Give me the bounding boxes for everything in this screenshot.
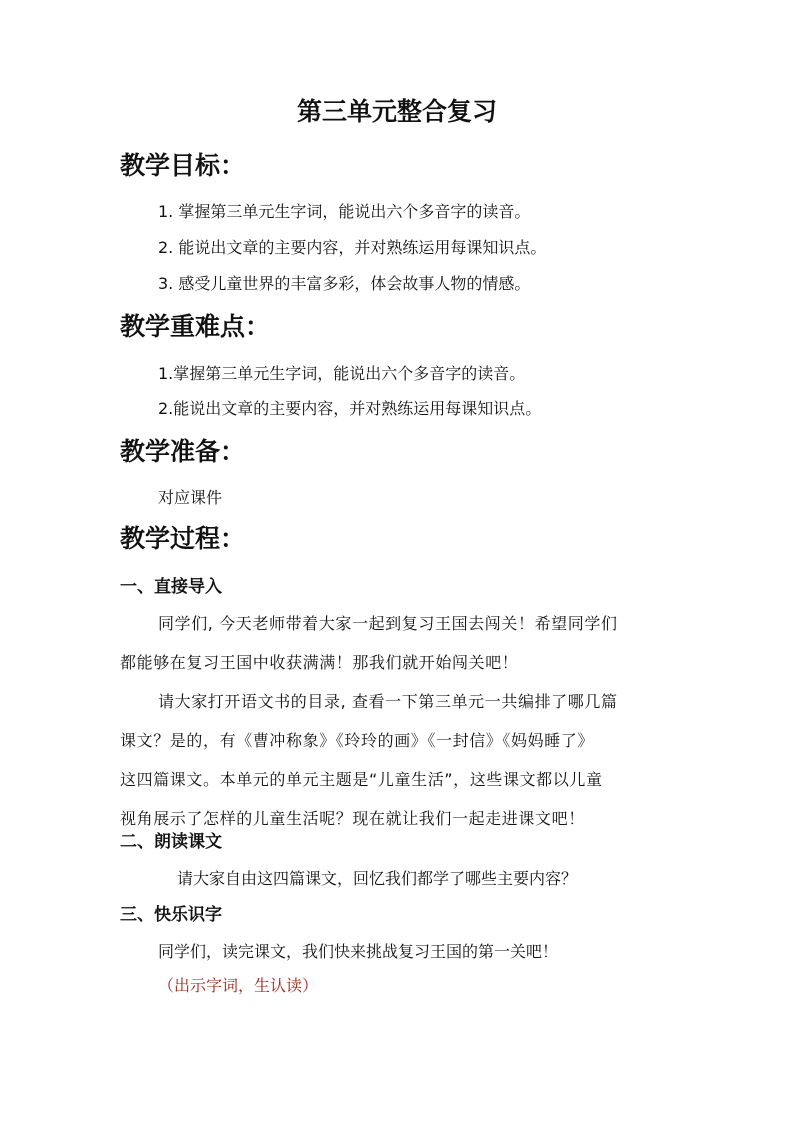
key-points-heading: 教学重难点： bbox=[120, 312, 271, 341]
paragraph-line: 这四篇课文。本单元的单元主题是“儿童生活”，这些课文都以儿童 bbox=[120, 770, 603, 789]
paragraph-line: 同学们，读完课文，我们快来挑战复习王国的第一关吧！ bbox=[158, 942, 559, 961]
document-title: 第三单元整合复习 bbox=[296, 97, 497, 126]
preparation-text: 对应课件 bbox=[158, 488, 223, 507]
teacher-note: （出示字词，生认读） bbox=[158, 976, 319, 995]
objectives-heading: 教学目标： bbox=[120, 151, 246, 180]
paragraph-line: 请大家打开语文书的目录, 查看一下第三单元一共编排了哪几篇 bbox=[158, 692, 618, 711]
section-heading-reading: 二、朗读课文 bbox=[120, 832, 222, 852]
paragraph-line: 同学们, 今天老师带着大家一起到复习王国去闯关！希望同学们 bbox=[158, 614, 618, 633]
key-point-item: 1.掌握第三单元生字词，能说出六个多音字的读音。 bbox=[158, 364, 526, 383]
process-heading: 教学过程： bbox=[120, 524, 246, 553]
key-point-item: 2.能说出文章的主要内容，并对熟练运用每课知识点。 bbox=[158, 399, 542, 418]
paragraph-line: 都能够在复习王国中收获满满！那我们就开始闯关吧！ bbox=[120, 653, 519, 672]
objective-item: 2. 能说出文章的主要内容，并对熟练运用每课知识点。 bbox=[158, 238, 547, 257]
objective-item: 3. 感受儿童世界的丰富多彩，体会故事人物的情感。 bbox=[158, 274, 531, 293]
objective-item: 1. 掌握第三单元生字词，能说出六个多音字的读音。 bbox=[158, 202, 531, 221]
paragraph-line: 视角展示了怎样的儿童生活呢？现在就让我们一起走进课文吧！ bbox=[120, 809, 585, 828]
section-heading-characters: 三、快乐识字 bbox=[120, 905, 222, 925]
paragraph-line: 课文？是的，有《曹冲称象》《玲玲的画》《一封信》《妈妈睡了》 bbox=[120, 731, 595, 750]
section-heading-intro: 一、直接导入 bbox=[120, 577, 222, 597]
preparation-heading: 教学准备： bbox=[120, 437, 246, 466]
paragraph-line: 请大家自由这四篇课文，回忆我们都学了哪些主要内容？ bbox=[177, 869, 578, 888]
